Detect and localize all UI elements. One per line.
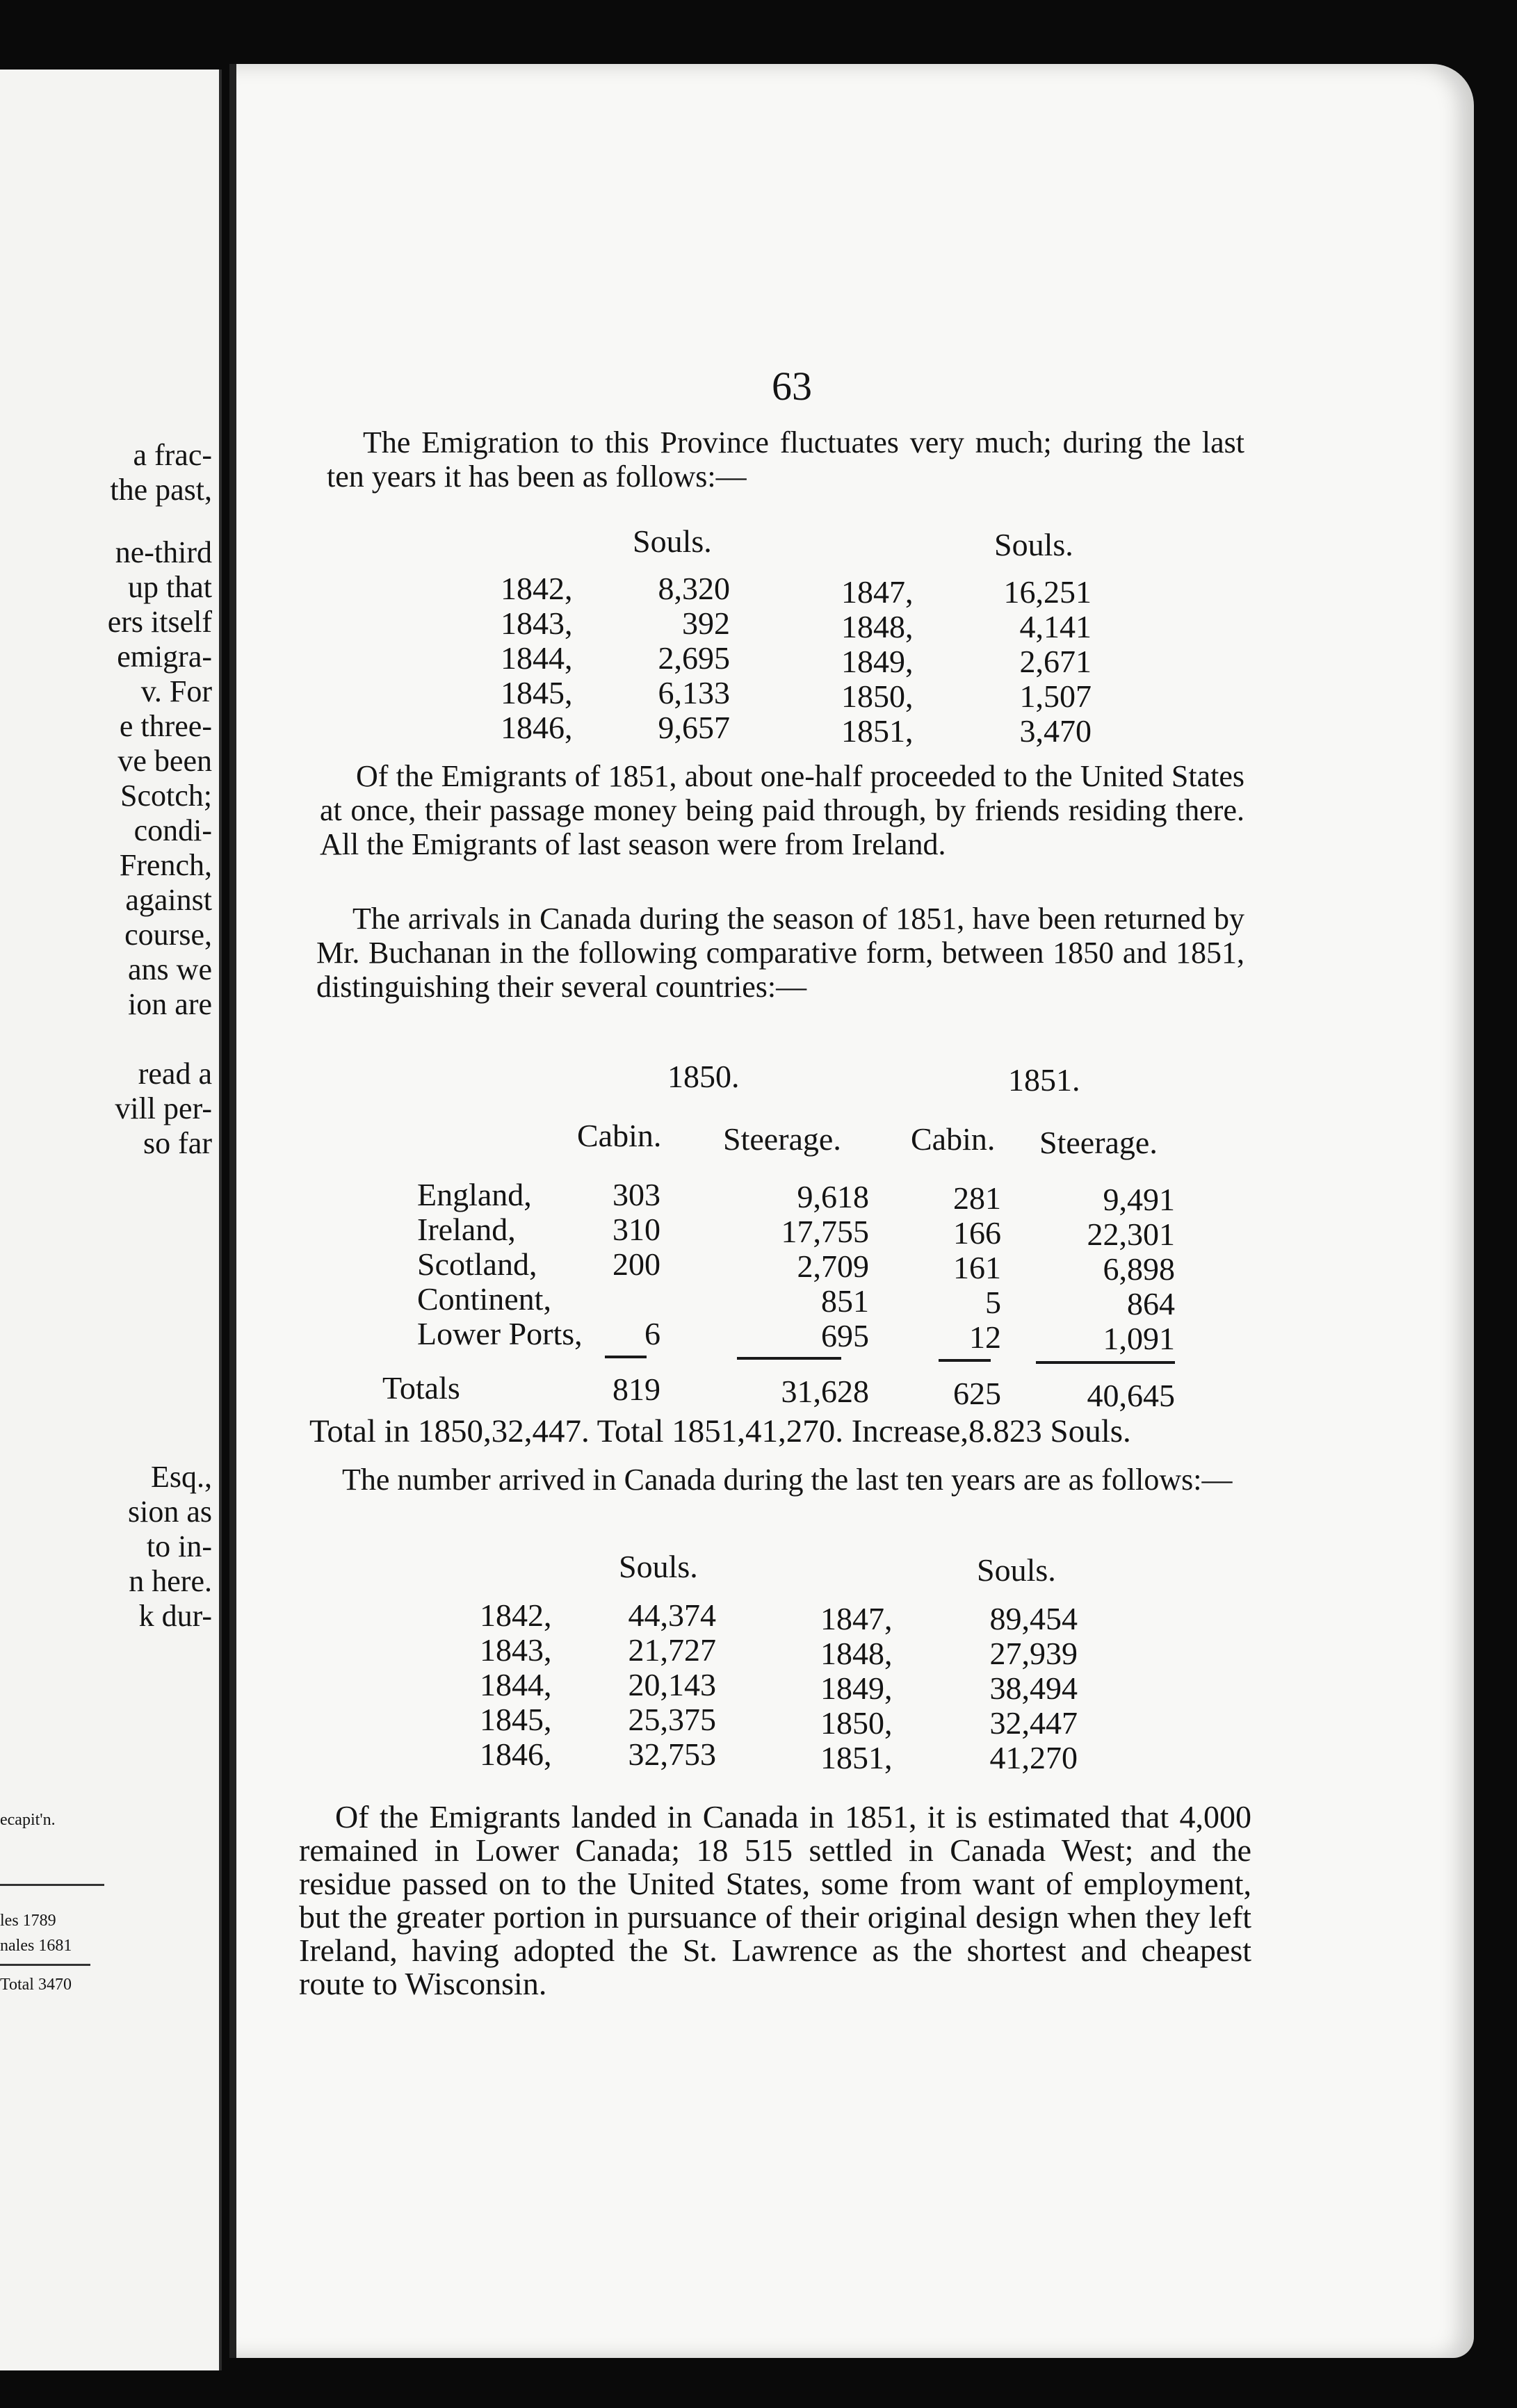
paragraph-1851-emigrants: Of the Emigrants of 1851, about one-half proceeded to the United States at once, their passage money being paid through, by friends residing there. All the Emigrants of last season were from Ireland. <box>320 759 1244 861</box>
previous-page-strip <box>0 70 222 2370</box>
steerage-1850: 2,709 <box>797 1248 869 1284</box>
table-value: 6,133 <box>658 675 730 710</box>
table-value: 16,251 <box>1003 574 1092 610</box>
cabin-header: Cabin. <box>911 1121 996 1157</box>
left-fragment: so far <box>143 1126 212 1160</box>
total-cabin-1851: 625 <box>953 1376 1001 1411</box>
table-value: 2,671 <box>1019 644 1092 679</box>
table-value: 9,657 <box>658 710 730 745</box>
table-value: 392 <box>682 605 730 641</box>
souls-header: Souls. <box>619 1549 698 1584</box>
paragraph-arrivals-canada: The arrivals in Canada during the season of 1851, have been returned by Mr. Buchanan in the following comparative form, between 1850 and 1851, distinguishing their several countries:— <box>316 902 1244 1004</box>
table-year: 1849, <box>841 644 914 679</box>
left-fragment: ion are <box>128 987 212 1021</box>
table-year: 1846, <box>480 1736 552 1772</box>
cabin-1850: 310 <box>613 1212 660 1247</box>
table-year: 1847, <box>820 1601 893 1636</box>
cabin-1850: 6 <box>644 1316 660 1351</box>
table-year: 1848, <box>841 609 914 644</box>
steerage-1850: 851 <box>821 1283 869 1319</box>
table-year: 1851, <box>841 713 914 749</box>
cabin-1851: 166 <box>953 1215 1001 1251</box>
country-label: Continent, <box>417 1281 551 1317</box>
table-value: 8,320 <box>658 571 730 606</box>
table-year: 1844, <box>501 640 573 676</box>
table-year: 1842, <box>501 571 573 606</box>
paragraph-emigration-intro: The Emigration to this Province fluctuates very much; during the last ten years it has been as follows:— <box>327 425 1244 494</box>
book-spine <box>229 64 236 2358</box>
left-fragment: ve been <box>117 744 212 778</box>
steerage-1851: 9,491 <box>1103 1182 1175 1217</box>
table-year: 1842, <box>480 1597 552 1633</box>
left-fragment: to in- <box>146 1529 212 1563</box>
paragraph-ten-year-arrivals: The number arrived in Canada during the last ten years are as follows:— <box>342 1463 1233 1497</box>
left-fragment: v. For <box>140 674 212 708</box>
left-fragment: against <box>125 883 212 917</box>
table-year: 1851, <box>820 1740 893 1775</box>
paragraph-settlement-estimate: Of the Emigrants landed in Canada in 1851, it is estimated that 4,000 remained in Lower Canada; 18 515 settled in Canada West; and the residue passed on to the United States, some from want of employment, but the greater portion in pursuance of their original design when they left Ireland, having adopted the St. Lawrence as the shortest and cheapest route to Wisconsin. <box>299 1799 1251 2001</box>
table-year: 1845, <box>501 675 573 710</box>
table-year: 1843, <box>501 605 573 641</box>
table-year: 1843, <box>480 1632 552 1668</box>
totals-rule <box>1036 1361 1175 1364</box>
table-year: 1850, <box>820 1705 893 1741</box>
table-year: 1846, <box>501 710 573 745</box>
year-header: 1850. <box>667 1059 740 1094</box>
souls-header: Souls. <box>633 523 712 559</box>
totals-rule <box>737 1357 841 1360</box>
steerage-1850: 695 <box>821 1318 869 1353</box>
steerage-1850: 17,755 <box>781 1214 869 1249</box>
left-fragment: condi- <box>133 813 212 847</box>
table-value: 41,270 <box>989 1740 1078 1775</box>
table-value: 2,695 <box>658 640 730 676</box>
total-cabin-1850: 819 <box>613 1372 660 1407</box>
total-steerage-1851: 40,645 <box>1087 1378 1175 1413</box>
total-steerage-1850: 31,628 <box>781 1374 869 1409</box>
cabin-header: Cabin. <box>577 1118 662 1153</box>
left-fragment: vill per- <box>115 1091 212 1125</box>
cabin-1851: 5 <box>985 1285 1001 1320</box>
left-fragment: ans we <box>128 952 212 986</box>
table-year: 1849, <box>820 1670 893 1706</box>
country-label: Ireland, <box>417 1212 516 1247</box>
table-value: 20,143 <box>628 1667 716 1702</box>
totals-summary-line: Total in 1850,32,447. Total 1851,41,270. Increase,8.823 Souls. <box>309 1413 1131 1449</box>
left-fragment: emigra- <box>117 640 212 674</box>
cabin-1850: 200 <box>613 1246 660 1282</box>
left-fragment: course, <box>124 918 212 952</box>
cabin-1851: 12 <box>969 1319 1001 1355</box>
table-year: 1850, <box>841 678 914 714</box>
table-value: 4,141 <box>1019 609 1092 644</box>
cabin-1851: 281 <box>953 1180 1001 1216</box>
totals-rule <box>939 1359 991 1362</box>
left-label: ecapit'n. <box>0 1811 56 1829</box>
page-number: 63 <box>772 364 812 409</box>
country-label: Scotland, <box>417 1246 537 1282</box>
left-fragment: ne-third <box>115 535 212 569</box>
table-year: 1844, <box>480 1667 552 1702</box>
steerage-1851: 1,091 <box>1103 1321 1175 1356</box>
left-fragment: Esq., <box>151 1460 212 1494</box>
left-fragment: n here. <box>129 1564 212 1598</box>
steerage-1850: 9,618 <box>797 1179 869 1214</box>
table-value: 32,447 <box>989 1705 1078 1741</box>
left-label: Total 3470 <box>0 1976 72 1994</box>
left-rule <box>0 1884 104 1886</box>
table-value: 32,753 <box>628 1736 716 1772</box>
country-label: England, <box>417 1177 532 1212</box>
left-label: les 1789 <box>0 1912 56 1930</box>
left-rule <box>0 1964 90 1966</box>
souls-header: Souls. <box>994 527 1073 562</box>
left-fragment: e three- <box>119 709 212 743</box>
left-fragment: sion as <box>128 1495 212 1529</box>
table-year: 1848, <box>820 1636 893 1671</box>
steerage-1851: 6,898 <box>1103 1251 1175 1287</box>
year-header: 1851. <box>1008 1062 1080 1098</box>
country-label: Lower Ports, <box>417 1316 583 1351</box>
table-value: 38,494 <box>989 1670 1078 1706</box>
left-fragment: the past, <box>110 473 212 507</box>
steerage-1851: 864 <box>1127 1286 1175 1321</box>
left-fragment: read a <box>138 1057 212 1091</box>
cabin-1850: 303 <box>613 1177 660 1212</box>
table-value: 3,470 <box>1019 713 1092 749</box>
totals-label: Totals <box>382 1370 460 1406</box>
table-value: 21,727 <box>628 1632 716 1668</box>
left-fragment: Scotch; <box>120 779 212 813</box>
table-value: 25,375 <box>628 1702 716 1737</box>
steerage-1851: 22,301 <box>1087 1217 1175 1252</box>
cabin-1851: 161 <box>953 1250 1001 1285</box>
table-year: 1847, <box>841 574 914 610</box>
steerage-header: Steerage. <box>1039 1125 1158 1160</box>
left-label: nales 1681 <box>0 1937 72 1955</box>
steerage-header: Steerage. <box>723 1121 841 1157</box>
table-year: 1845, <box>480 1702 552 1737</box>
left-fragment: French, <box>119 848 212 882</box>
left-fragment: a frac- <box>133 438 212 472</box>
souls-header: Souls. <box>977 1552 1056 1588</box>
table-value: 27,939 <box>989 1636 1078 1671</box>
left-fragment: up that <box>128 570 212 604</box>
table-value: 44,374 <box>628 1597 716 1633</box>
left-fragment: ers itself <box>107 605 212 639</box>
document-page <box>229 64 1474 2358</box>
totals-rule <box>605 1356 647 1358</box>
table-value: 89,454 <box>989 1601 1078 1636</box>
table-value: 1,507 <box>1019 678 1092 714</box>
left-fragment: k dur- <box>138 1599 212 1633</box>
